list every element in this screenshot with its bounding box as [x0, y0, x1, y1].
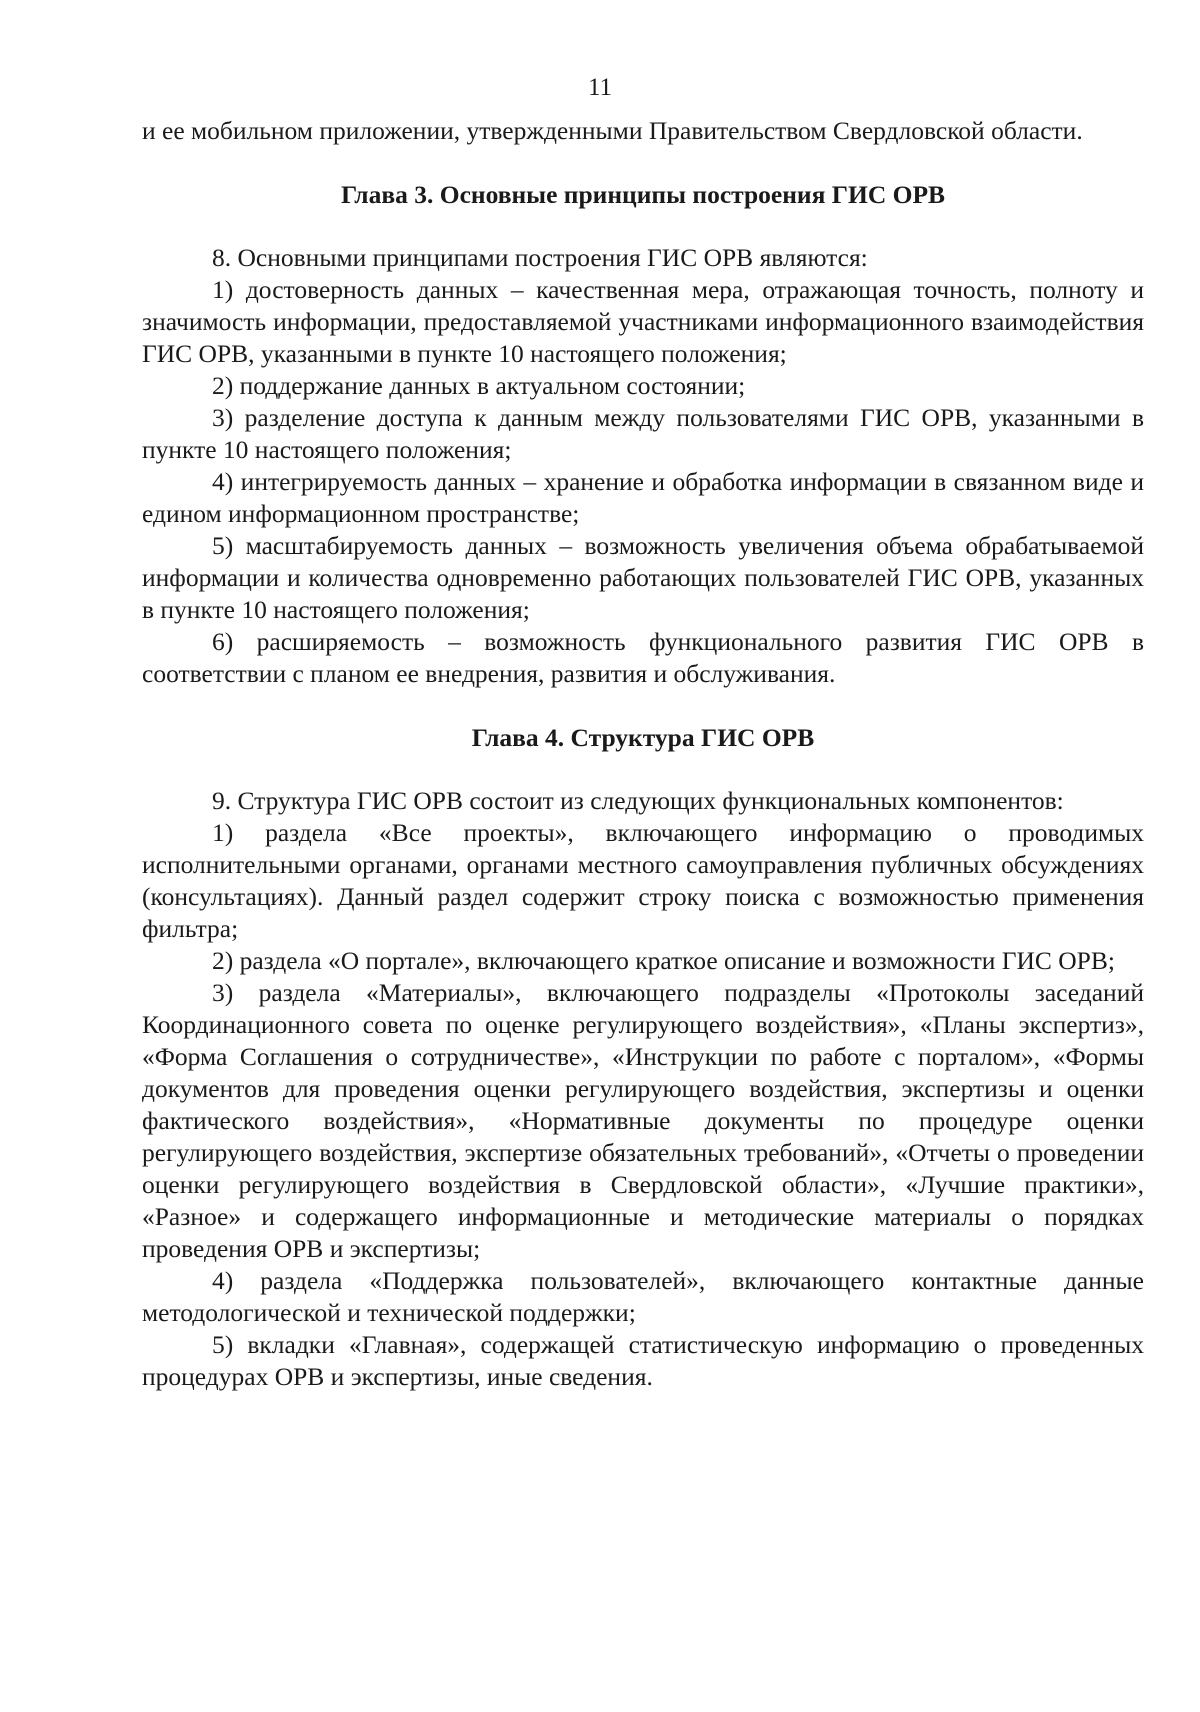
- structure-item: 2) раздела «О портале», включающего краткое описание и возможности ГИС ОРВ;: [212, 946, 1115, 975]
- structure-item: 1) раздела «Все проекты», включающего информацию о проводимых исполнительными органами, органами местного самоуправления публичных обсуждениях (консультациях). Данный раздел содержит строку поиска с возможностью применения фильтра;: [142, 818, 1144, 943]
- paragraph-9: 9. Структура ГИС ОРВ состоит из следующих функциональных компонентов:: [212, 786, 1064, 815]
- paragraph-8: 8. Основными принципами построения ГИС ОРВ являются:: [212, 243, 868, 272]
- chapter-3-title: Глава 3. Основные принципы построения ГИС ОРВ: [340, 180, 946, 209]
- principle-item: 6) расширяемость – возможность функционального развития ГИС ОРВ в соответствии с планом ее внедрения, развития и обслуживания.: [142, 627, 1144, 688]
- principle-item: 3) разделение доступа к данным между пользователями ГИС ОРВ, указанными в пункте 10 настоящего положения;: [142, 403, 1144, 464]
- principle-item: 5) масштабируемость данных – возможность увеличения объема обрабатываемой информации и количества одновременно работающих пользователей ГИС ОРВ, указанных в пункте 10 настоящего положения;: [142, 531, 1144, 624]
- intro-continuation: и ее мобильном приложении, утвержденными Правительством Свердловской области.: [142, 116, 1083, 145]
- structure-item: 3) раздела «Материалы», включающего подразделы «Протоколы заседаний Координационного совета по оценке регулирующего воздействия», «Планы экспертиз», «Форма Соглашения о сотрудничестве», «Инструкции по работе с порталом», «Формы документов для проведения оценки регулирующего воздействия, экспертизы и оценки фактического воздействия», «Нормативные документы по процедуре оценки регулирующего воздействия, экспертизе обязательных требований», «Отчеты о проведении оценки регулирующего воздействия в Свердловской области», «Лучшие практики», «Разное» и содержащего информационные и методические материалы о порядках проведения ОРВ и экспертизы;: [142, 978, 1144, 1263]
- principle-item: 2) поддержание данных в актуальном состоянии;: [212, 371, 746, 400]
- chapter-4-title: Глава 4. Структура ГИС ОРВ: [471, 723, 815, 752]
- document-body: [142, 115, 1144, 1393]
- principle-item: 4) интегрируемость данных – хранение и обработка информации в связанном виде и едином информационном пространстве;: [142, 467, 1144, 528]
- page-number: 11: [587, 74, 613, 101]
- structure-item: 5) вкладки «Главная», содержащей статистическую информацию о проведенных процедурах ОРВ и экспертизы, иные сведения.: [142, 1330, 1144, 1391]
- structure-item: 4) раздела «Поддержка пользователей», включающего контактные данные методологической и технической поддержки;: [142, 1266, 1144, 1327]
- principle-item: 1) достоверность данных – качественная мера, отражающая точность, полноту и значимость информации, предоставляемой участниками информационного взаимодействия ГИС ОРВ, указанными в пункте 10 настоящего положения;: [142, 275, 1144, 368]
